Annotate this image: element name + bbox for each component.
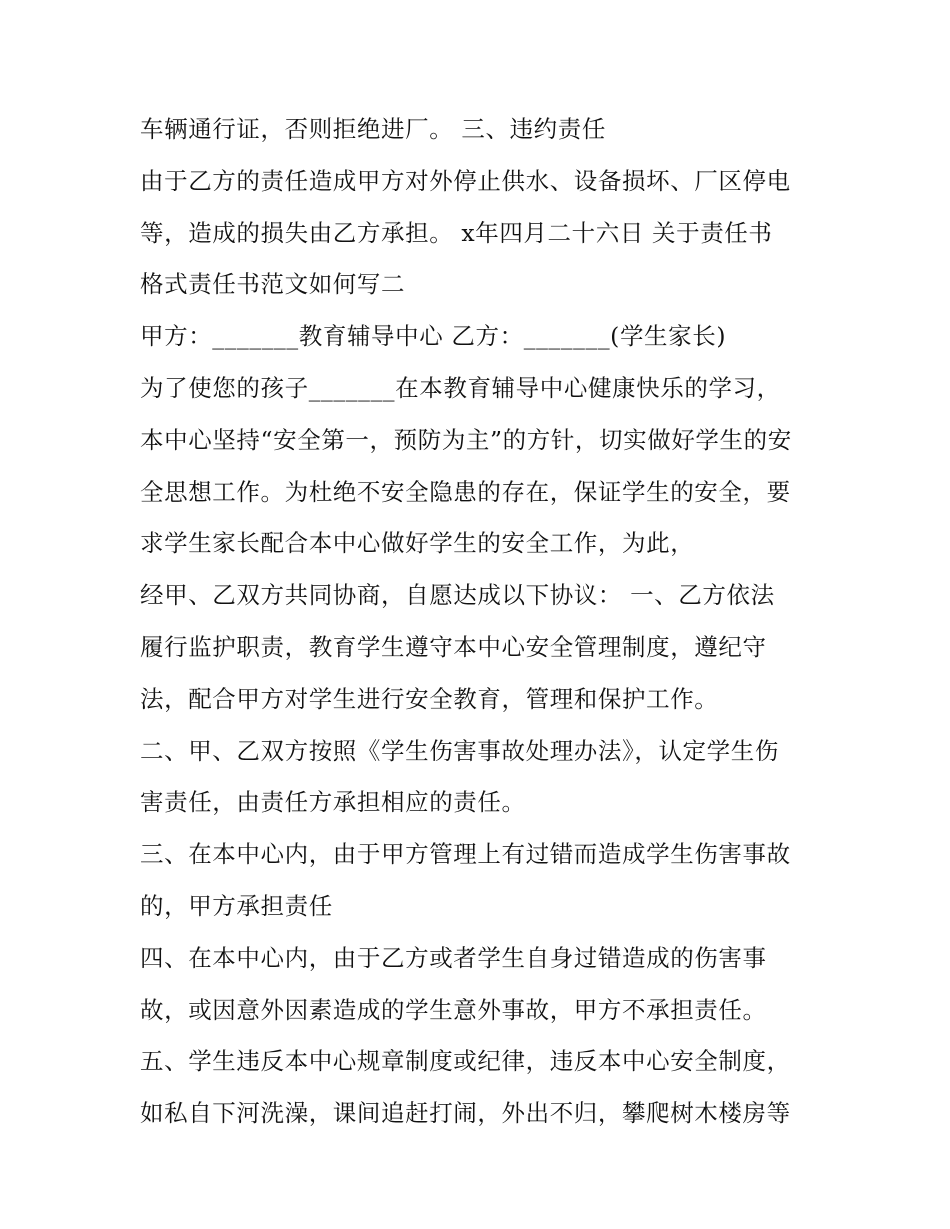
- text-line: 害责任，由责任方承担相应的责任。: [140, 788, 526, 817]
- text-line: 的，甲方承担责任: [140, 891, 333, 920]
- document-body: [140, 104, 820, 1140]
- text-line: 法，配合甲方对学生进行安全教育，管理和保护工作。: [140, 684, 719, 713]
- text-line: 四、在本中心内，由于乙方或者学生自身过错造成的伤害事: [140, 943, 767, 972]
- text-line: 由于乙方的责任造成甲方对外停止供水、设备损坏、厂区停电: [140, 166, 791, 195]
- text-line: 求学生家长配合本中心做好学生的安全工作，为此，: [140, 529, 695, 558]
- text-line: 为了使您的孩子_______在本教育辅导中心健康快乐的学习，: [140, 373, 781, 402]
- text-line: 甲方：_______教育辅导中心 乙方：_______(学生家长): [140, 322, 727, 351]
- text-line: 如私自下河洗澡，课间追赶打闹，外出不归，攀爬树木楼房等: [140, 1099, 791, 1128]
- text-line: 履行监护职责，教育学生遵守本中心安全管理制度，遵纪守: [140, 632, 767, 661]
- text-line: 二、甲、乙双方按照《学生伤害事故处理办法》，认定学生伤: [140, 736, 779, 765]
- text-line: 本中心坚持“安全第一，预防为主”的方针，切实做好学生的安: [140, 425, 792, 454]
- text-line: 全思想工作。为杜绝不安全隐患的存在，保证学生的安全，要: [140, 477, 791, 506]
- text-line: 等，造成的损失由乙方承担。 x年四月二十六日 关于责任书: [140, 218, 773, 247]
- text-line: 经甲、乙双方共同协商，自愿达成以下协议： 一、乙方依法: [140, 581, 775, 610]
- text-line: 车辆通行证，否则拒绝进厂。 三、违约责任: [140, 115, 606, 143]
- text-line: 五、学生违反本中心规章制度或纪律，违反本中心安全制度，: [140, 1047, 791, 1076]
- text-line: 三、在本中心内，由于甲方管理上有过错而造成学生伤害事故: [140, 840, 791, 869]
- text-line: 故，或因意外因素造成的学生意外事故，甲方不承担责任。: [140, 995, 767, 1024]
- text-line: 格式责任书范文如何写二: [140, 270, 406, 299]
